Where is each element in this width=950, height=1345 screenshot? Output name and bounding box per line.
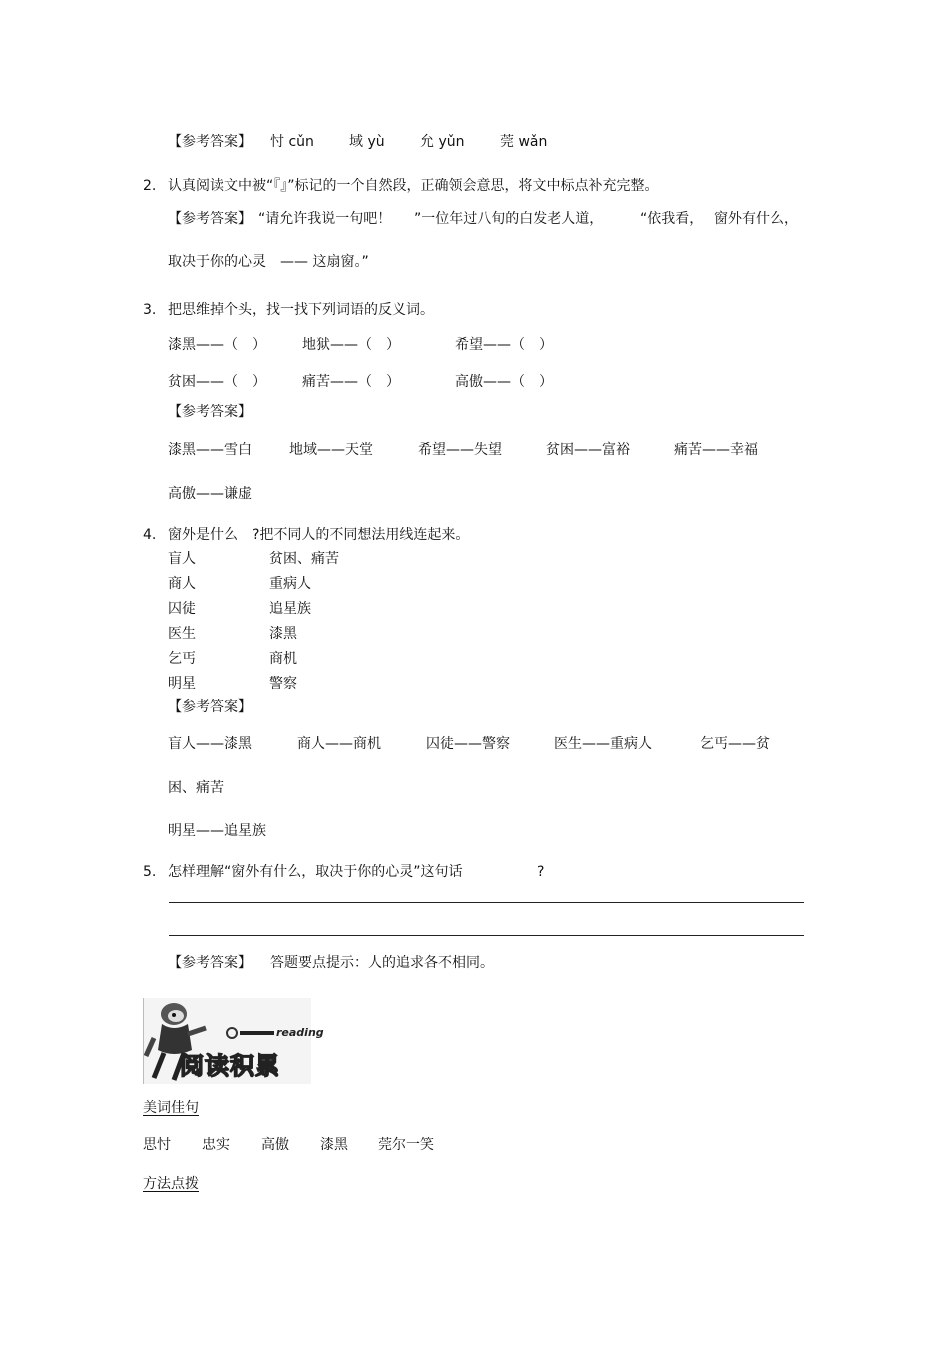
q4-answer: 囚徒——警察 [426,736,510,752]
q4-right-item: 重病人 [269,576,311,592]
q3-answer-label: 【参考答案】 [168,404,252,420]
q4-right-item: 漆黑 [269,626,297,642]
q5-answer: 答题要点提示：人的追求各不相同。 [270,955,494,971]
q4-left-item: 盲人 [168,551,196,567]
word-item: 高傲 [261,1137,289,1153]
q2-answer-part: “依我看， [640,211,704,227]
q5-text: 怎样理解“窗外有什么，取决于你的心灵”这句话 [168,864,463,880]
answer-line [169,935,804,936]
q2-answer-part: 窗外有什么， [714,211,798,227]
answer-line [169,902,804,903]
q4-left-item: 商人 [168,576,196,592]
q4-answer: 乞丐——贫 [700,736,770,752]
q4-answer: 盲人——漆黑 [168,736,252,752]
q2-answer-part: “请允许我说一句吧！ [258,211,392,227]
q3-blank: 漆黑——（ ） [168,337,266,353]
word-item: 莞尔一笑 [378,1137,434,1153]
q4-number: 4. [143,527,157,543]
q1-answer-item: 忖 cǔn [270,134,314,150]
section-title: 方法点拨 [143,1176,199,1192]
word-item: 思忖 [143,1137,171,1153]
q5-question-mark: ? [537,864,545,880]
q3-answer: 希望——失望 [418,442,502,458]
q4-right-item: 贫困、痛苦 [269,551,339,567]
q1-answer-item: 莞 wǎn [500,134,548,150]
q3-answer: 漆黑——雪白 [168,442,252,458]
q4-left-item: 医生 [168,626,196,642]
word-item: 忠实 [202,1137,230,1153]
q1-answer-label: 【参考答案】 [168,134,252,150]
q5-number: 5. [143,864,157,880]
reading-logo [143,998,324,1084]
q4-left-item: 乞丐 [168,651,196,667]
q3-blank: 希望——（ ） [455,337,553,353]
q3-blank: 高傲——（ ） [455,374,553,390]
q3-blank: 贫困——（ ） [168,374,266,390]
q4-right-item: 警察 [269,676,297,692]
q4-left-item: 囚徒 [168,601,196,617]
q2-text: 认真阅读文中被“『』”标记的一个自然段，正确领会意思，将文中标点补充完整。 [168,178,659,194]
q4-right-item: 商机 [269,651,297,667]
q2-answer-line2: 取决于你的心灵 —— 这扇窗。” [168,254,369,270]
logo-chinese-text: 阅读积累 [180,1052,280,1080]
q4-answer: 商人——商机 [297,736,381,752]
section-title: 美词佳句 [143,1100,199,1116]
q4-left-item: 明星 [168,676,196,692]
q3-blank: 地狱——（ ） [302,337,400,353]
q4-answer: 医生——重病人 [554,736,652,752]
q3-answer: 贫困——富裕 [546,442,630,458]
q3-text: 把思维掉个头，找一找下列词语的反义词。 [168,302,434,318]
q4-answer: 明星——追星族 [168,823,266,839]
q1-answer-item: 域 yù [349,134,385,150]
q3-blank: 痛苦——（ ） [302,374,400,390]
q3-answer: 痛苦——幸福 [674,442,758,458]
q4-right-item: 追星族 [269,601,311,617]
q3-answer: 高傲——谦虚 [168,486,252,502]
q2-answer-part: ”一位年过八旬的白发老人道， [414,211,604,227]
q3-answer: 地域——天堂 [289,442,373,458]
q3-number: 3. [143,302,157,318]
q4-answer-label: 【参考答案】 [168,699,252,715]
q5-answer-label: 【参考答案】 [168,955,252,971]
q2-answer-label: 【参考答案】 [168,211,252,227]
logo-english-text: reading [276,1026,324,1039]
q4-text: 窗外是什么 ?把不同人的不同想法用线连起来。 [168,527,470,543]
q1-answer-item: 允 yǔn [420,134,465,150]
word-item: 漆黑 [320,1137,348,1153]
q4-answer-cont: 困、痛苦 [168,780,224,796]
q2-number: 2. [143,178,157,194]
